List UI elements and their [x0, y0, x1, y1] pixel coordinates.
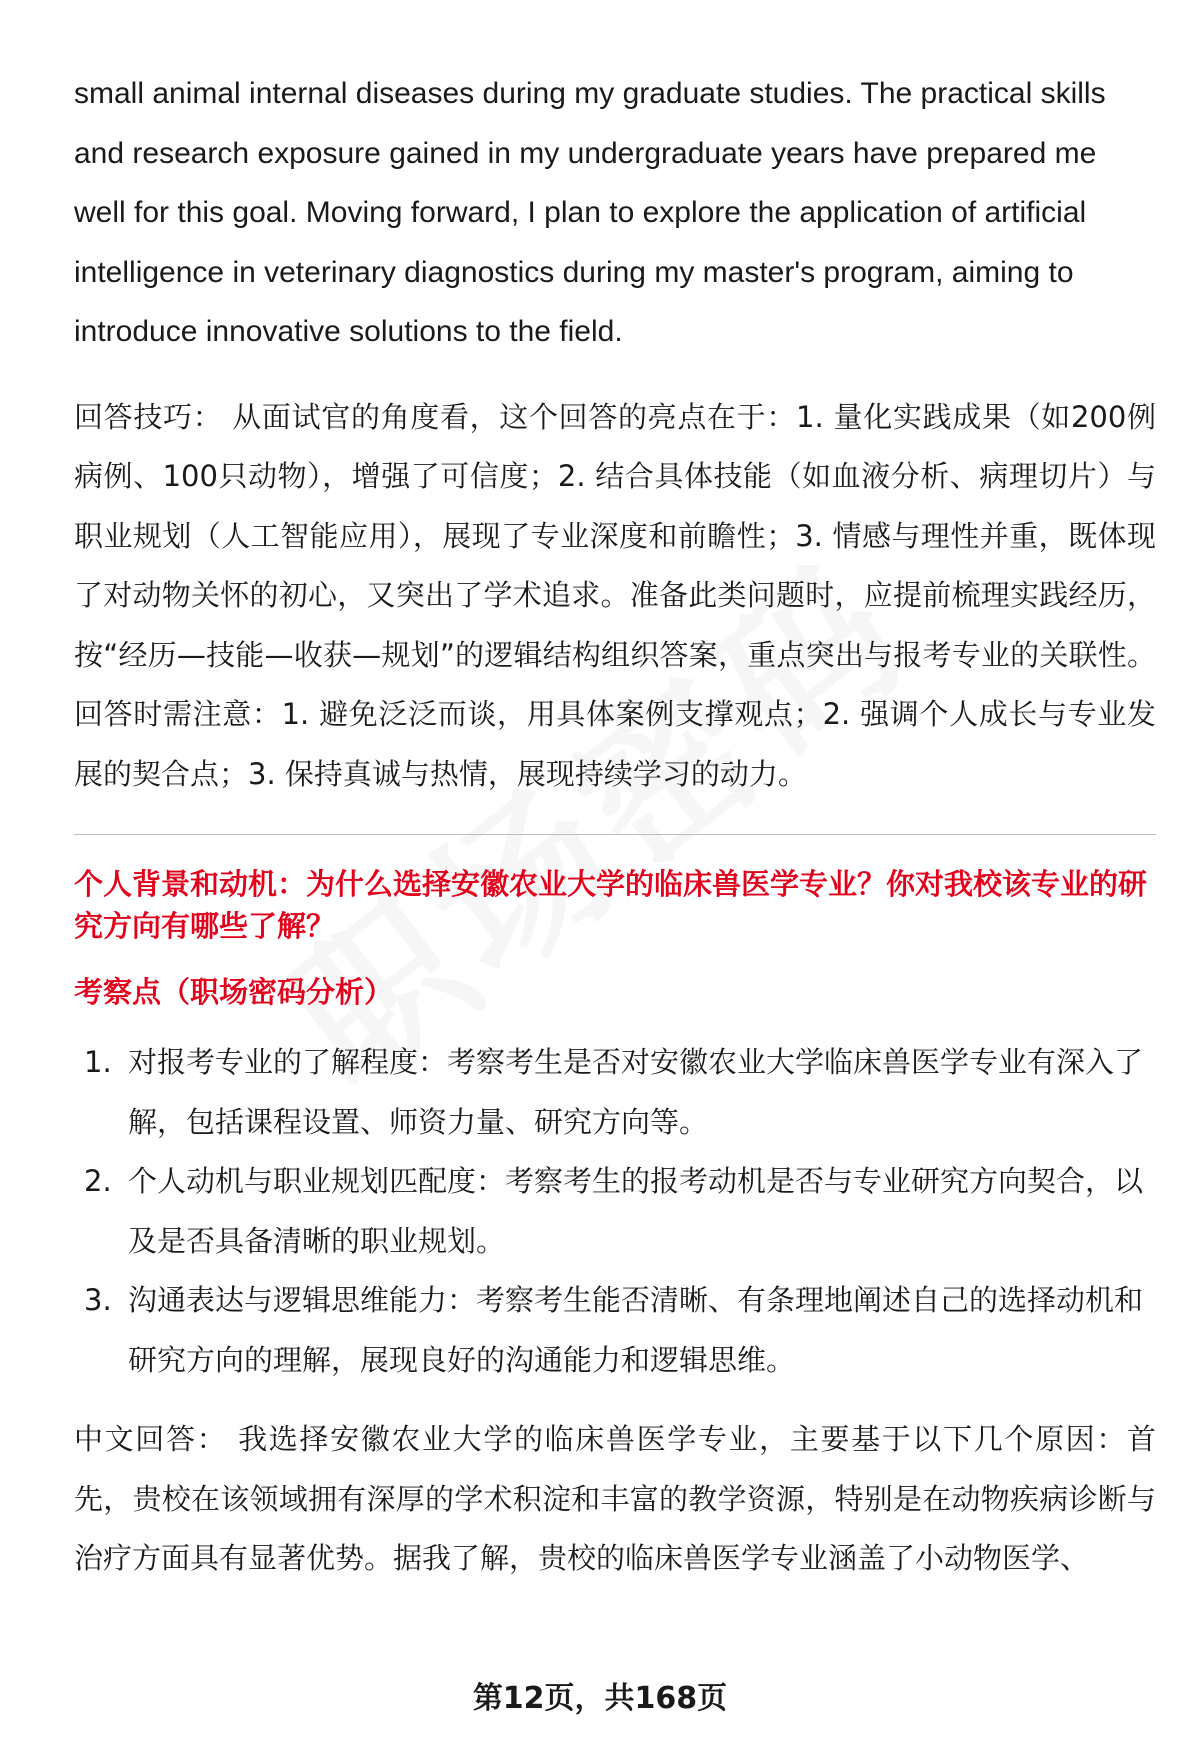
- item-text: 沟通表达与逻辑思维能力：考察考生能否清晰、有条理地阐述自己的选择动机和研究方向的理解，展现良好的沟通能力和逻辑思维。: [128, 1283, 1144, 1377]
- item-text: 个人动机与职业规划匹配度：考察考生的报考动机是否与专业研究方向契合，以及是否具备清晰的职业规划。: [128, 1164, 1144, 1258]
- item-text: 对报考专业的了解程度：考察考生是否对安徽农业大学临床兽医学专业有深入了解，包括课程设置、师资力量、研究方向等。: [128, 1045, 1144, 1139]
- item-number: 3.: [84, 1283, 112, 1317]
- assessment-item: [74, 1033, 1156, 1152]
- english-answer-paragraph: small animal internal diseases during my graduate studies. The practical skills and research exposure gained in my undergraduate years have prepared me well for this goal. Moving forward, I plan to explore the application of artificial intelligence in veterinary diagnostics during my master's program, aiming to introduce innovative solutions to the field.: [74, 77, 1106, 348]
- assessment-item: [74, 1152, 1156, 1271]
- section-divider: [74, 834, 1156, 835]
- assessment-list: [74, 1033, 1156, 1390]
- assessment-item: [74, 1271, 1156, 1390]
- item-number: 2.: [84, 1164, 112, 1198]
- chinese-answer-paragraph: 中文回答： 我选择安徽农业大学的临床兽医学专业，主要基于以下几个原因：首先，贵校在该领域拥有深厚的学术积淀和丰富的教学资源，特别是在动物疾病诊断与治疗方面具有显著优势。据我了解，贵校的临床兽医学专业涵盖了小动物医学、: [74, 1422, 1156, 1575]
- assessment-heading: 考察点（职场密码分析）: [74, 975, 394, 1009]
- answer-tips-paragraph: 回答技巧： 从面试官的角度看，这个回答的亮点在于：1. 量化实践成果（如200例病例、100只动物），增强了可信度；2. 结合具体技能（如血液分析、病理切片）与职业规划（人工智能应用），展现了专业深度和前瞻性；3. 情感与理性并重，既体现了对动物关怀的初心，又突出了学术追求。准备此类问题时，应提前梳理实践经历，按“经历—技能—收获—规划”的逻辑结构组织答案，重点突出与报考专业的关联性。回答时需注意：1. 避免泛泛而谈，用具体案例支撑观点；2. 强调个人成长与专业发展的契合点；3. 保持真诚与热情，展现持续学习的动力。: [74, 399, 1156, 791]
- item-number: 1.: [84, 1045, 112, 1079]
- page-footer: 第12页，共168页: [472, 1681, 728, 1716]
- document-page: [74, 64, 1156, 1589]
- question-heading: 个人背景和动机：为什么选择安徽农业大学的临床兽医学专业？你对我校该专业的研究方向有哪些了解？: [74, 867, 1148, 943]
